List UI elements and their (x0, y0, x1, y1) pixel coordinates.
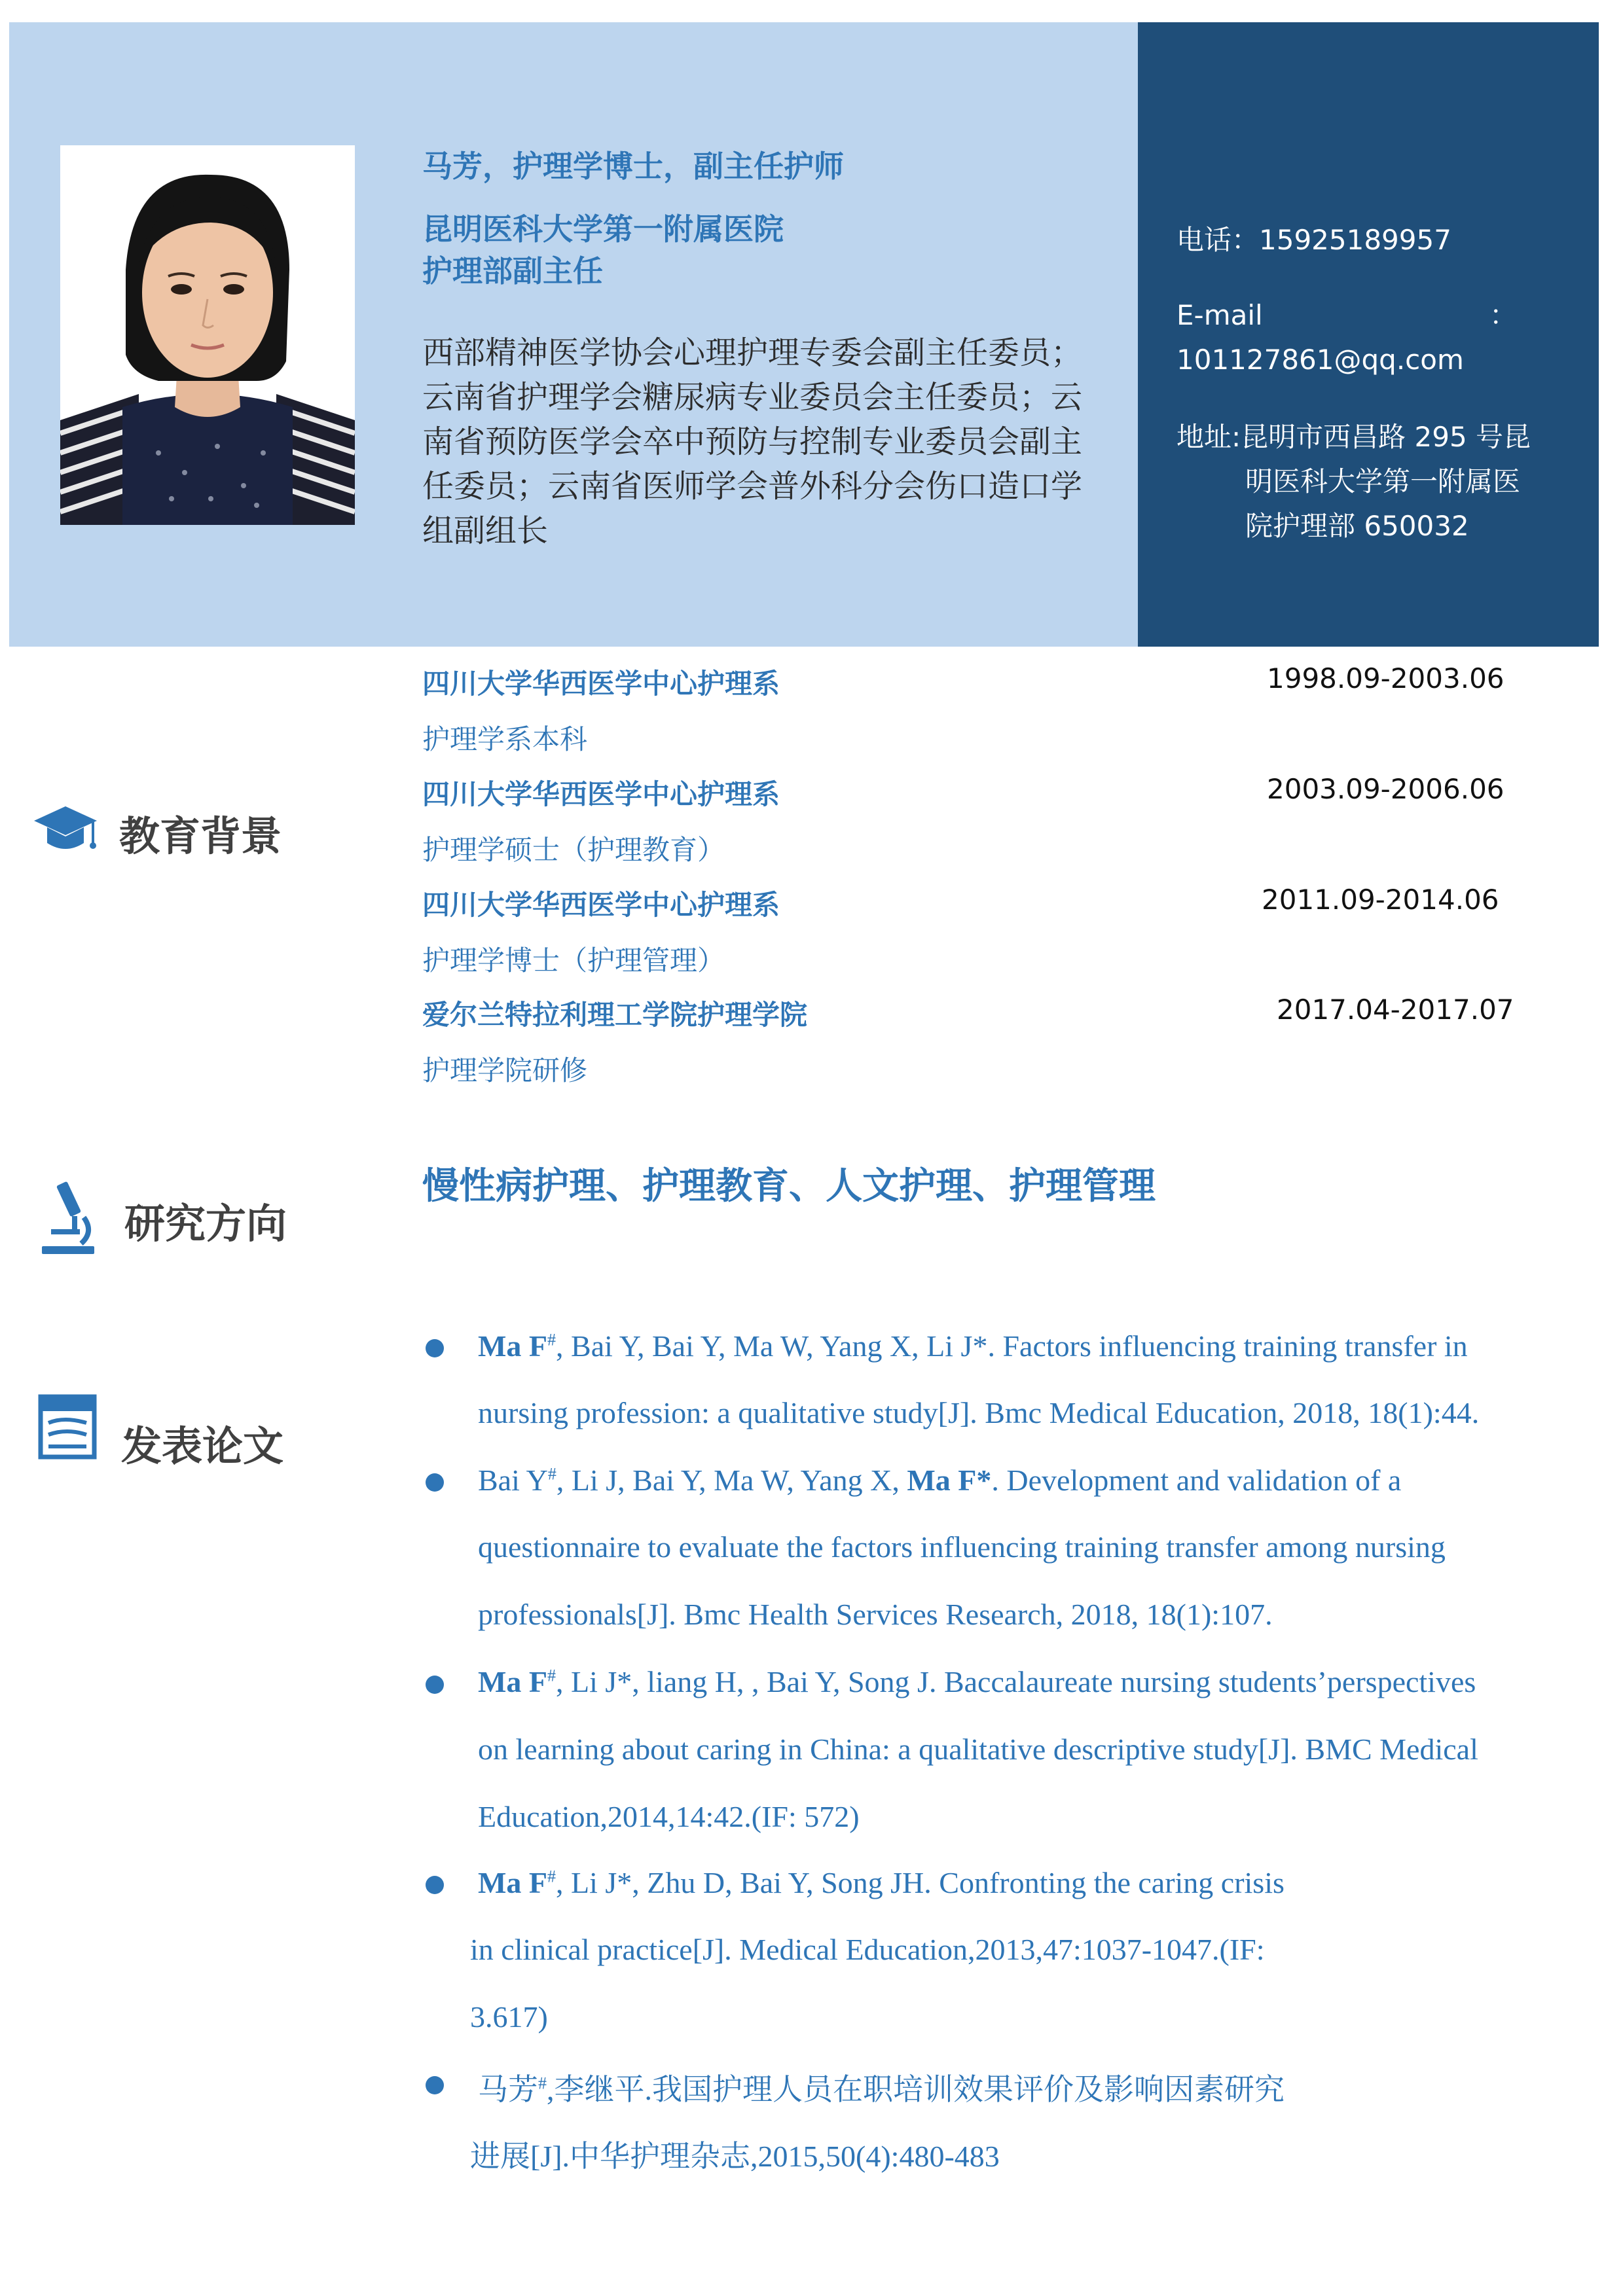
equal-contribution-mark: # (547, 1867, 556, 1886)
publications-title: 发表论文 (121, 1422, 284, 1470)
publication-text: , Li J*, liang H, , Bai Y, Song J. Baccalaureate nursing students’perspectives (556, 1665, 1476, 1698)
equal-contribution-mark: # (547, 1666, 556, 1685)
publication-line: nursing profession: a qualitative study[J]. Bmc Medical Education, 2018, 18(1):44. (478, 1396, 1480, 1429)
publication-line (478, 1664, 1476, 1699)
publication-line: professionals[J]. Bmc Health Services Research, 2018, 18(1):107. (478, 1598, 1273, 1631)
education-date: 2003.09-2006.06 (1267, 773, 1504, 805)
position: 护理部副主任 (422, 253, 603, 289)
equal-contribution-mark: # (547, 1464, 556, 1484)
publication-line: in clinical practice[J]. Medical Education,2013,47:1037-1047.(IF: (470, 1933, 1265, 1966)
email-link[interactable]: 101127861@qq.com (1176, 344, 1464, 376)
author-bold: Ma F (478, 1665, 548, 1698)
education-school: 四川大学华西医学中心护理系 (422, 778, 780, 810)
publication-line (478, 1865, 1285, 1900)
address-line: 明医科大学第一附属医 (1245, 465, 1521, 497)
hospital-name: 昆明医科大学第一附属医院 (422, 211, 784, 247)
education-degree: 护理学院研修 (422, 1054, 588, 1086)
membership-line: 西部精神医学协会心理护理专委会副主任委员； (422, 334, 1083, 371)
education-date: 2011.09-2014.06 (1262, 884, 1499, 916)
membership-line: 云南省护理学会糖尿病专业委员会主任委员；云 (422, 379, 1083, 416)
publication-text: , Bai Y, Bai Y, Ma W, Yang X, Li J*. Factors influencing training transfer in (556, 1329, 1468, 1363)
email-label-row (1176, 293, 1517, 338)
research-title: 研究方向 (124, 1200, 287, 1247)
publication-line (478, 1463, 1401, 1498)
bullet (426, 1676, 444, 1694)
equal-contribution-mark: # (538, 2073, 547, 2093)
author-bold: Ma F* (907, 1463, 992, 1497)
bullet (426, 1339, 444, 1357)
address-line: 院护理部 650032 (1245, 510, 1469, 542)
author: 马芳 (478, 2073, 538, 2106)
email-colon: ： (1489, 299, 1517, 331)
education-school: 四川大学华西医学中心护理系 (422, 889, 780, 921)
publication-line: questionnaire to evaluate the factors influencing training transfer among nursing (478, 1530, 1446, 1564)
research-areas: 慢性病护理、护理教育、人文护理、护理管理 (422, 1165, 1156, 1208)
microscope-icon (38, 1178, 97, 1259)
author-bold: Ma F (478, 1866, 548, 1899)
publication-text: , Li J, Bai Y, Ma W, Yang X, (556, 1463, 907, 1497)
education-school: 爱尔兰特拉利理工学院护理学院 (422, 999, 808, 1031)
membership-line: 南省预防医学会卒中预防与控制专业委员会副主 (422, 423, 1083, 460)
publication-line: Education,2014,14:42.(IF: 572) (478, 1800, 860, 1833)
publication-line (478, 2066, 1285, 2109)
name-title: 马芳，护理学博士，副主任护师 (422, 149, 844, 184)
education-title: 教育背景 (119, 812, 282, 860)
education-degree: 护理学博士（护理管理） (422, 944, 725, 977)
address-line: 地址:昆明市西昌路 295 号昆 (1176, 421, 1531, 453)
bullet (426, 1473, 444, 1492)
education-date: 2017.04-2017.07 (1277, 994, 1514, 1026)
author: Bai Y (478, 1463, 548, 1497)
document-icon (38, 1394, 97, 1462)
bullet (426, 2076, 444, 2094)
education-school: 四川大学华西医学中心护理系 (422, 668, 780, 700)
publication-text: , Li J*, Zhu D, Bai Y, Song JH. Confronting the caring crisis (556, 1866, 1285, 1899)
education-degree: 护理学硕士（护理教育） (422, 834, 725, 866)
education-date: 1998.09-2003.06 (1267, 662, 1504, 694)
publication-line: 3.617) (470, 2000, 548, 2034)
email-label: E-mail (1176, 299, 1263, 331)
education-degree: 护理学系本科 (422, 723, 588, 755)
hospital-block (422, 208, 784, 292)
bullet (426, 1876, 444, 1894)
phone: 电话：15925189957 (1176, 224, 1451, 256)
membership-line: 任委员；云南省医师学会普外科分会伤口造口学 (422, 468, 1083, 505)
membership-line: 组副组长 (422, 512, 549, 549)
publication-line: 进展[J].中华护理杂志,2015,50(4):480-483 (470, 2140, 1000, 2173)
author-bold: Ma F (478, 1329, 548, 1363)
profile-photo (60, 145, 355, 525)
publication-line (478, 1329, 1468, 1363)
publication-line: on learning about caring in China: a qualitative descriptive study[J]. BMC Medical (478, 1732, 1478, 1766)
graduation-cap-icon (33, 800, 98, 861)
publication-text: ,李继平.我国护理人员在职培训效果评价及影响因素研究 (547, 2073, 1285, 2106)
publication-text: . Development and validation of a (991, 1463, 1402, 1497)
equal-contribution-mark: # (547, 1330, 556, 1350)
memberships (422, 331, 1123, 553)
